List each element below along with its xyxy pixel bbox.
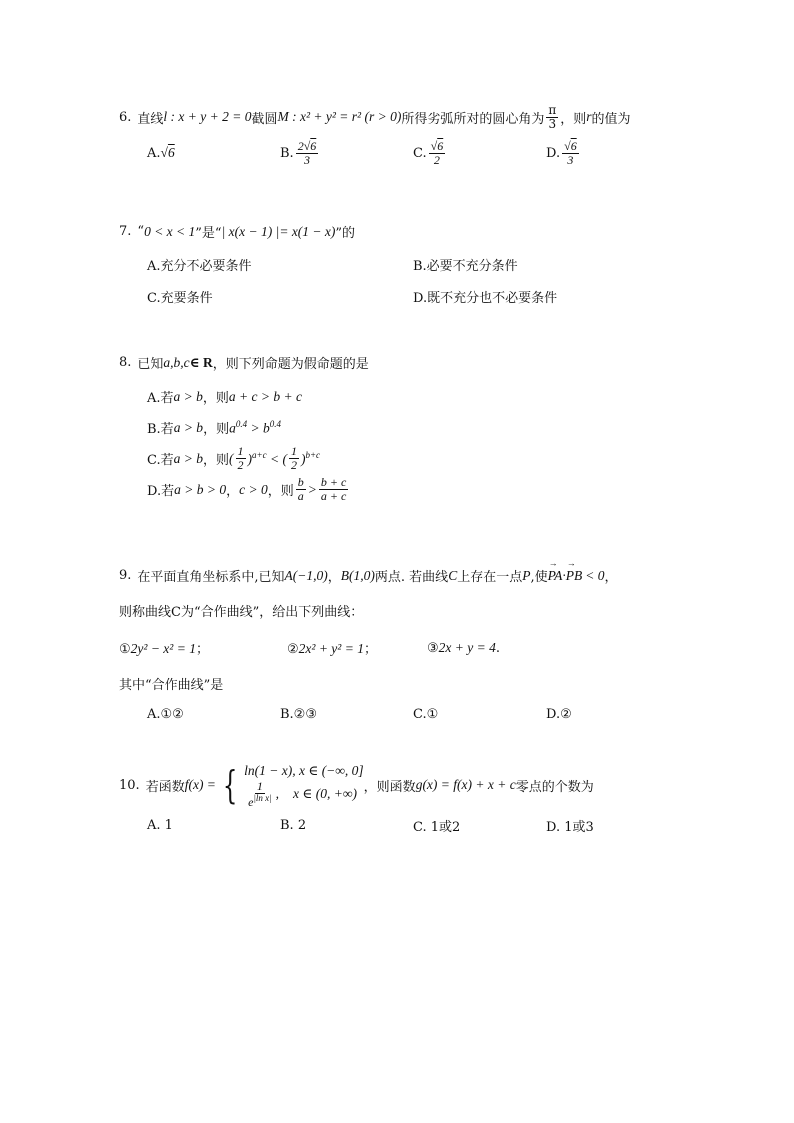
stem-text: ”是“ xyxy=(195,226,222,241)
stem-text: ,使 xyxy=(530,570,548,585)
option-a[interactable]: A.①② xyxy=(147,707,184,722)
condition-2: | x(x − 1) |= x(1 − x) xyxy=(221,223,336,239)
options xyxy=(147,707,679,722)
curve-list xyxy=(119,638,679,657)
stem-text: ，则函数 xyxy=(363,779,416,795)
stem-text: 所得劣弧所对的圆心角为 xyxy=(401,111,545,127)
option-a[interactable]: A. √6 xyxy=(147,145,175,161)
condition-1: 0 < x < 1 xyxy=(144,223,196,239)
variables: a,b,c xyxy=(163,354,190,370)
question-number: 8. xyxy=(119,355,132,370)
point-b: B(1,0) xyxy=(340,567,375,583)
option-a[interactable]: A.充分不必要条件 xyxy=(147,259,252,274)
question-10 xyxy=(119,762,679,835)
variable: r xyxy=(586,109,592,125)
real-set: ∈ R xyxy=(189,354,213,370)
g-function: g(x) = f(x) + x + c xyxy=(415,777,516,793)
vector-pa: → PA xyxy=(548,568,563,584)
option-b[interactable]: B.必要不充分条件 xyxy=(413,259,518,274)
option-b[interactable]: B. 2 xyxy=(280,818,307,834)
question-8 xyxy=(119,353,679,505)
option-b[interactable]: B. $\frac{2√6}{3}$ xyxy=(280,139,317,167)
question-number: 7. xyxy=(119,224,132,239)
curve-c: C xyxy=(448,567,458,583)
options-row-1 xyxy=(147,255,679,274)
quote: “ xyxy=(137,224,145,239)
piece-2: $\frac{1}{e^{|ln x|}}$ , x ∈ (0, +∞) xyxy=(248,779,357,809)
option-c[interactable]: C.充要条件 xyxy=(147,291,213,306)
option-c[interactable]: C. 1或2 xyxy=(413,820,461,836)
option-d[interactable]: D.若 a > b > 0 ， c > 0 ，则 $\frac{b}{a}$ > $\frac{b + c}{a + c}$ xyxy=(147,475,347,503)
question-7-stem xyxy=(119,222,679,241)
stem-text: ， xyxy=(327,570,341,585)
question-6-stem xyxy=(119,104,679,130)
options xyxy=(147,816,679,835)
options-row-2 xyxy=(147,287,679,306)
angle-fraction: $\frac{\pi}{3}$ xyxy=(548,103,557,131)
option-c[interactable]: C.① xyxy=(413,707,439,722)
option-d[interactable]: D.② xyxy=(546,707,572,722)
circle-equation: M : x² + y² = r² (r > 0) xyxy=(277,109,402,125)
stem-text: 在平面直角坐标系中,已知 xyxy=(137,570,285,585)
question-9-line3: 其中“合作曲线”是 xyxy=(119,678,224,693)
option-b[interactable]: B.若 a > b ，则 $a^{0.4} > b^{0.4}$ xyxy=(147,418,281,437)
stem-text: ，则下列命题为假命题的是 xyxy=(212,357,369,372)
piecewise-definition: { ln(1 − x), x ∈ (−∞, 0] $\frac{1}{e^{|ln x|}}$ , x ∈ (0, +∞) xyxy=(222,763,364,809)
stem-text: ， xyxy=(604,570,618,585)
inequality: < 0 xyxy=(585,567,605,583)
question-8-stem xyxy=(119,353,679,372)
stem-text: 若函数 xyxy=(145,779,185,795)
question-9-line2: 则称曲线C为“合作曲线”，给出下列曲线： xyxy=(119,605,364,620)
option-a[interactable]: A. 1 xyxy=(147,818,173,834)
option-c[interactable]: C. $\frac{√6}{2}$ xyxy=(413,139,444,167)
stem-text: ，则 xyxy=(560,111,587,127)
piece-1: ln(1 − x), x ∈ (−∞, 0] xyxy=(244,763,364,778)
curve-3: ③2x + y = 4. xyxy=(427,639,501,656)
options xyxy=(119,381,679,505)
curve-2: ②2x² + y² = 1； xyxy=(287,641,377,657)
function-name: f(x) = xyxy=(184,777,216,793)
stem-text: 的值为 xyxy=(591,111,631,127)
curve-1: ①2y² − x² = 1； xyxy=(119,641,209,657)
question-7 xyxy=(119,222,679,306)
options xyxy=(147,140,679,166)
question-9 xyxy=(119,566,679,722)
question-9-stem: 9. 在平面直角坐标系中,已知 A(−1,0) ， B(1,0) 两点. 若曲线 C 上存在一点 P ,使 → PA · → PB < 0 ， xyxy=(119,566,679,585)
stem-text: 已知 xyxy=(137,357,164,372)
point-a: A(−1,0) xyxy=(284,567,328,583)
option-a[interactable]: A.若 a > b ，则 a + c > b + c xyxy=(147,388,302,406)
question-number: 6. xyxy=(119,109,132,125)
option-c[interactable]: C.若 a > b ，则 ( $\frac{1}{2}$ )$^{a+c}$ < ( $\frac{1}{2}$ )$^{b+c}$ xyxy=(147,444,321,472)
point-p: P xyxy=(522,567,531,583)
line-equation: l : x + y + 2 = 0 xyxy=(163,109,252,125)
stem-text: ”的 xyxy=(335,226,356,241)
stem-text: 上存在一点 xyxy=(457,570,523,585)
stem-text: 截圆 xyxy=(251,111,278,127)
question-6 xyxy=(119,104,679,166)
vector-pb: → PB xyxy=(566,568,583,584)
question-number: 9. xyxy=(119,568,132,583)
option-d[interactable]: D. $\frac{√6}{3}$ xyxy=(546,139,577,167)
option-d[interactable]: D.既不充分也不必要条件 xyxy=(413,291,558,306)
question-number: 10. xyxy=(119,777,140,793)
option-d[interactable]: D. 1或3 xyxy=(546,820,594,836)
stem-text: 两点. 若曲线 xyxy=(374,570,449,585)
stem-text: 直线 xyxy=(137,111,164,127)
stem-text: 零点的个数为 xyxy=(515,779,594,795)
option-b[interactable]: B.②③ xyxy=(280,707,317,722)
question-10-stem xyxy=(119,762,679,808)
